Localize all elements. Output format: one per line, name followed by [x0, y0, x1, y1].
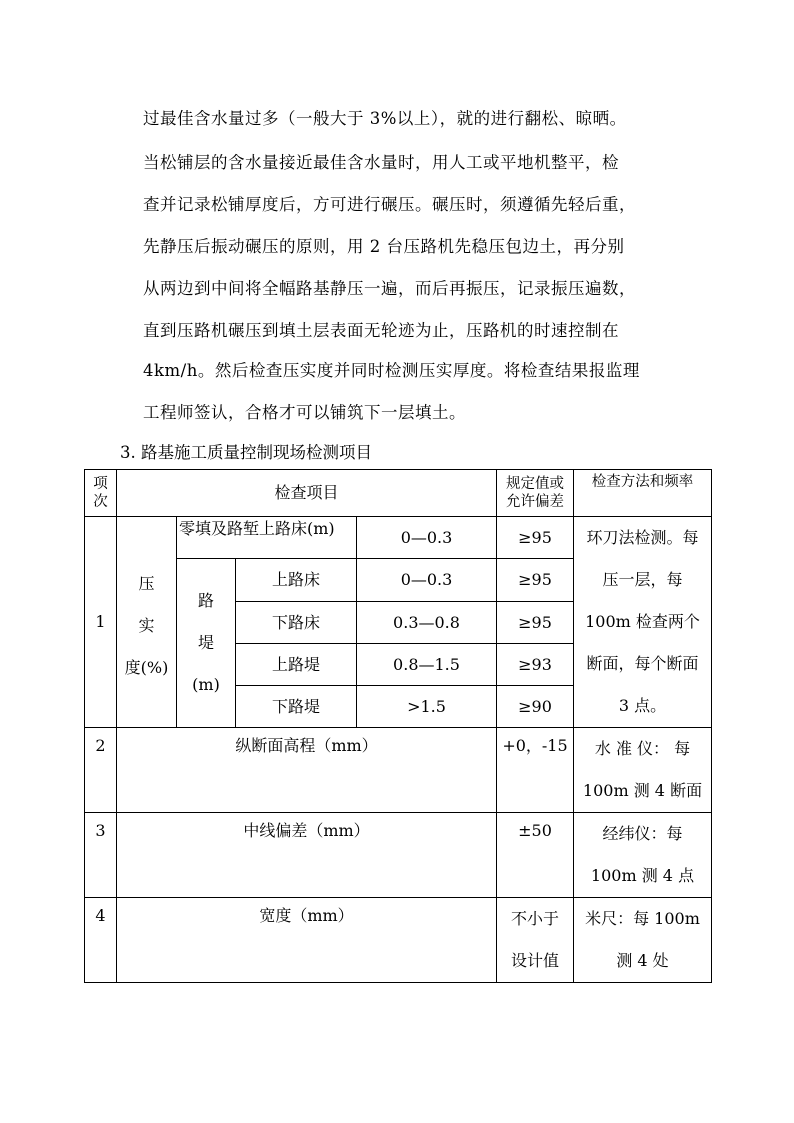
row-method: 米尺：每 100m 测 4 处	[574, 898, 712, 983]
row-spec: +0，-15	[497, 728, 574, 813]
paragraph-line: 当松铺层的含水量接近最佳含水量时，用人工或平地机整平，检	[143, 153, 619, 172]
paragraph-line: 先静压后振动碾压的原则，用 2 台压路机先稳压包边土，再分别	[143, 237, 625, 256]
subrow-range: 0.8—1.5	[357, 644, 497, 686]
subrow-range: 0.3—0.8	[357, 602, 497, 644]
row-number: 2	[85, 728, 117, 813]
row-number: 3	[85, 813, 117, 898]
zero-fill-range: 0—0.3	[357, 517, 497, 559]
table-row	[85, 813, 712, 898]
header-spec: 规定值或 允许偏差	[497, 470, 574, 517]
subrow-spec: ≥95	[497, 602, 574, 644]
embankment-group-label: 路 堤 (m)	[177, 559, 236, 728]
paragraph-line: 工程师签认，合格才可以铺筑下一层填土。	[143, 403, 466, 422]
row-method: 经纬仪：每 100m 测 4 点	[574, 813, 712, 898]
subrow-spec: ≥95	[497, 559, 574, 602]
row-item: 纵断面高程（mm）	[117, 728, 497, 813]
row-method: 水 准 仪： 每 100m 测 4 断面	[574, 728, 712, 813]
inspection-table	[84, 469, 712, 983]
row-number: 4	[85, 898, 117, 983]
paragraph-line: 4km/h。然后检查压实度并同时检测压实厚度。将检查结果报监理	[143, 361, 640, 380]
header-method: 检查方法和频率	[574, 470, 712, 517]
subrow-spec: ≥93	[497, 644, 574, 686]
row-number: 1	[85, 517, 117, 728]
header-item: 检查项目	[117, 470, 497, 517]
zero-fill-spec: ≥95	[497, 517, 574, 559]
compaction-group-label: 压 实 度(%)	[117, 517, 177, 728]
paragraph-line: 直到压路机碾压到填土层表面无轮迹为止，压路机的时速控制在	[143, 321, 619, 340]
table-row	[85, 898, 712, 983]
table-header-row	[85, 470, 712, 517]
table-row	[85, 728, 712, 813]
subrow-spec: ≥90	[497, 686, 574, 728]
paragraph-line: 过最佳含水量过多（一般大于 3%以上），就的进行翻松、晾晒。	[143, 109, 627, 128]
compaction-method: 环刀法检测。每 压一层，每 100m 检查两个 断面，每个断面 3 点。	[574, 517, 712, 728]
paragraph-line: 从两边到中间将全幅路基静压一遍，而后再振压，记录振压遍数，	[143, 279, 636, 298]
subrow-name: 上路床	[236, 559, 357, 602]
table-row	[85, 517, 712, 559]
subrow-range: 0—0.3	[357, 559, 497, 602]
section-heading: 3. 路基施工质量控制现场检测项目	[120, 443, 372, 462]
subrow-name: 下路堤	[236, 686, 357, 728]
subrow-range: >1.5	[357, 686, 497, 728]
zero-fill-label: 零填及路堑上路床(m)	[177, 517, 357, 559]
header-item-no: 项 次	[85, 470, 117, 517]
paragraph-line: 查并记录松铺厚度后，方可进行碾压。碾压时，须遵循先轻后重，	[143, 195, 636, 214]
row-item: 宽度（mm）	[117, 898, 497, 983]
subrow-name: 上路堤	[236, 644, 357, 686]
row-item: 中线偏差（mm）	[117, 813, 497, 898]
subrow-name: 下路床	[236, 602, 357, 644]
row-spec: 不小于 设计值	[497, 898, 574, 983]
row-spec: ±50	[497, 813, 574, 898]
